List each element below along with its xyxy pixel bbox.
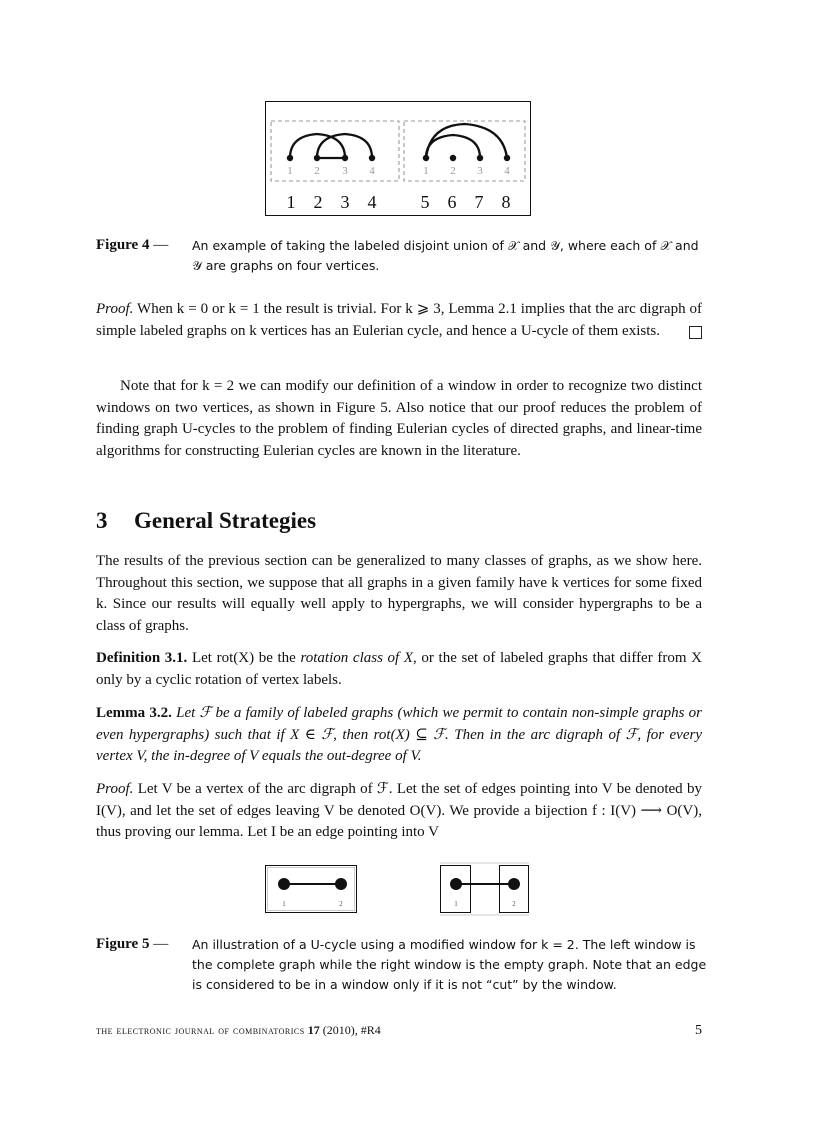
proof-1-label: Proof. [96,301,134,317]
proof-2-block [96,779,702,844]
figure-4-small-label: 3 [477,165,483,177]
figure-4-caption-line: 𝒴 are graphs on four vertices. [192,258,380,273]
proof-2-paragraph [96,779,702,844]
figure-4-left-vertex-2 [314,155,320,161]
figure-5-right-label: 1 [454,900,458,908]
definition-paragraph [96,648,702,691]
lemma-label: Lemma 3.2. [96,705,172,721]
section-intro-paragraph: The results of the previous section can be generalized to many classes of graphs, as we show here. Throughout this section, we suppose that all graphs in a given family have k vertices for some fixed k. Since our results will equally well apply to hypergraphs, we will consider hypergraphs to be a class of graphs. [96,553,702,634]
figure-4 [265,101,531,217]
proof-2-text: Let V be a vertex of the arc digraph of ℱ. Let the set of edges pointing into V be denoted by I(V), and let the set of edges leaving V be denoted O(V). We provide a bijection f : I(V) ⟶ O(V), thus proving our lemma. Let I be an edge pointing into V [96,781,703,840]
figure-4-left-vertex-4 [369,155,375,161]
figure-5-caption-line: the complete graph while the right window is the empty graph. Note that an edge [192,957,707,972]
proof-1-block [96,299,702,342]
figure-5-caption-line: An illustration of a U-cycle using a modified window for k = 2. The left window is [192,937,696,952]
note-block [96,376,702,462]
figure-4-frame [266,102,531,216]
figure-5-caption [96,934,707,998]
section-number: 3 [96,508,108,533]
figure-4-right-vertex-3 [477,155,483,161]
figure-5-right-vertex-2 [508,878,520,890]
figure-4-small-label: 3 [342,165,348,177]
proof-1-paragraph [96,299,702,342]
definition-text-before: Let rot(X) be the [191,650,296,666]
footer-journal: the electronic journal of combinatorics [96,1023,305,1037]
figure-4-big-label: 8 [501,192,511,212]
figure-4-caption-label: Figure 4 [96,237,150,253]
figure-4-small-label: 4 [504,165,510,177]
figure-4-caption-line: An example of taking the labeled disjoint union of 𝒳 and 𝒴, where each of 𝒳 and [192,238,699,253]
figure-4-small-label: 2 [314,165,320,177]
figure-4-big-label: 5 [420,192,430,212]
figure-4-left-vertex-1 [287,155,293,161]
definition-label: Definition 3.1. [96,650,188,666]
figure-4-caption [96,235,702,279]
figure-5-left-label: 1 [282,900,286,908]
figure-5-left-vertex-2 [335,878,347,890]
section-heading [96,508,316,534]
figure-4-caption-head [96,235,168,255]
page-footer [96,1023,702,1038]
figure-5-caption-line: is considered to be in a window only if it is not “cut” by the window. [192,977,617,992]
footer-volume: 17 [307,1023,320,1037]
figure-4-right-vertex-2 [450,155,456,161]
figure-4-right-vertex-4 [504,155,510,161]
proof-1-text: When k = 0 or k = 1 the result is trivial. For k ⩾ 3, Lemma 2.1 implies that the arc digraph of simple labeled graphs on k vertices has an Eulerian cycle, and hence a U-cycle of them exists. [96,301,702,339]
definition-block [96,648,702,691]
lemma-paragraph [96,703,702,768]
figure-4-big-label: 6 [447,192,457,212]
figure-5 [265,862,533,918]
definition-term: rotation class of X [300,650,414,666]
figure-5-caption-head [96,934,168,954]
figure-5-left-label: 2 [339,900,343,908]
figure-4-small-label: 1 [287,165,293,177]
footer-issue: (2010), #R4 [322,1023,381,1037]
lemma-text: Let ℱ be a family of labeled graphs (which we permit to contain non-simple graphs or even hypergraphs) such that if X ∈ ℱ, then rot(X) ⊆ ℱ. Then in the arc digraph of ℱ, for every vertex V, the in-degree of V equals the out-degree of V. [96,705,703,764]
figure-5-caption-dash: — [153,936,169,952]
page-number: 5 [695,1023,702,1038]
section-title: General Strategies [134,508,317,533]
section-intro-block [96,551,702,637]
definition-text-after: , or the set of labeled graphs that differ from X only by a cyclic rotation of vertex labels. [96,650,702,688]
figure-4-big-label: 3 [340,192,350,212]
figure-4-caption-body [192,236,702,276]
figure-4-big-label: 4 [367,192,377,212]
figure-4-big-label: 7 [474,192,484,212]
figure-5-caption-body [192,935,707,995]
note-paragraph: Note that for k = 2 we can modify our definition of a window in order to recognize two distinct windows on two vertices, as shown in Figure 5. Also notice that our proof reduces the problem of finding graph U-cycles to the problem of finding Eulerian cycles of directed graphs, and linear-time algorithms for constructing Eulerian cycles are known in the literature. [96,378,702,459]
figure-4-big-label: 1 [286,192,296,212]
figure-5-left-vertex-1 [278,878,290,890]
figure-5-caption-label: Figure 5 [96,936,150,952]
figure-5-right-label: 2 [512,900,516,908]
figure-4-small-label: 4 [369,165,375,177]
figure-4-small-label: 1 [423,165,429,177]
figure-4-right-arc-1-4 [426,124,507,158]
qed-symbol [689,326,702,339]
figure-4-small-label: 2 [450,165,456,177]
proof-2-label: Proof. [96,781,134,797]
lemma-block [96,703,702,768]
figure-4-right-vertex-1 [423,155,429,161]
figure-4-big-label: 2 [313,192,323,212]
figure-5-right-vertex-1 [450,878,462,890]
figure-4-left-vertex-3 [342,155,348,161]
figure-4-caption-dash: — [153,237,169,253]
